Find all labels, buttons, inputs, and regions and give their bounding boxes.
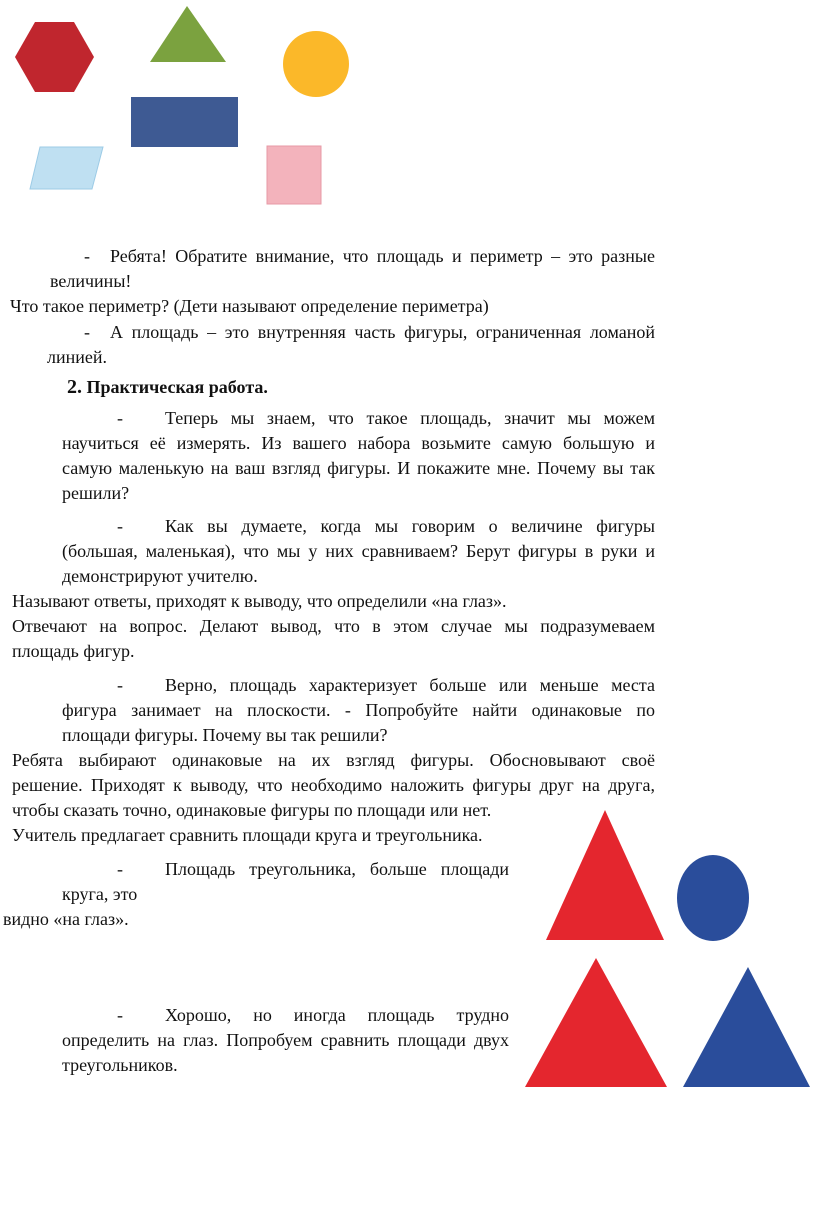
p4-line3: самую маленькую на ваш взгляд фигуры. И покажите мне. Почему вы так [62, 458, 655, 478]
p12-line3: треугольников. [62, 1055, 178, 1075]
hexagon-shape [15, 22, 94, 92]
p4-line4: решили? [62, 483, 130, 503]
dash-1: - [84, 246, 90, 266]
circle-shape [283, 31, 349, 97]
dash-4: - [117, 408, 123, 428]
square-shape [267, 146, 321, 204]
dash-3: - [84, 322, 90, 342]
p8-line1: Верно, площадь характеризует больше или меньше места [165, 675, 655, 695]
p9-line2: решение. Приходят к выводу, что необходимо наложить фигуры друг на друга, [12, 775, 655, 795]
triangle-shape [150, 6, 226, 62]
p11-line1: Площадь треугольника, больше площади [165, 859, 509, 879]
p3-line2: линией. [47, 347, 108, 367]
p3-line1: А площадь – это внутренняя часть фигуры, ограниченная ломаной [110, 322, 655, 342]
p11-line3: видно «на глаз». [3, 909, 129, 929]
p12-line1: Хорошо, но иногда площадь трудно [165, 1005, 509, 1025]
p9-line3: чтобы сказать точно, одинаковые фигуры по площади или нет. [12, 800, 492, 820]
p4-line2: научиться её измерять. Из вашего набора возьмите самую большую и [62, 433, 655, 453]
p12-line2: определить на глаз. Попробуем сравнить площади двух [62, 1030, 509, 1050]
p11-line2: круга, это [62, 884, 138, 904]
p5-line3: демонстрируют учителю. [62, 566, 258, 586]
red-triangle-shape [546, 810, 664, 940]
p9-line1: Ребята выбирают одинаковые на их взгляд фигуры. Обосновывают своё [12, 750, 655, 770]
p7-line2: площадь фигур. [12, 641, 135, 661]
rectangle-shape [131, 97, 238, 147]
dash-5: - [117, 516, 123, 536]
dash-12: - [117, 1005, 123, 1025]
section-heading [67, 375, 268, 400]
red-triangle-2-shape [525, 958, 667, 1087]
dash-11: - [117, 859, 123, 879]
blue-circle-shape [677, 855, 749, 941]
p5-line1: Как вы думаете, когда мы говорим о величине фигуры [165, 516, 655, 536]
blue-triangle-shape [683, 967, 810, 1087]
p8-line2: фигура занимает на плоскости. - Попробуйте найти одинаковые по [62, 700, 655, 720]
p2: Что такое периметр? (Дети называют определение периметра) [10, 296, 489, 316]
p1-line1: Ребята! Обратите внимание, что площадь и периметр – это разные [110, 246, 655, 266]
p10: Учитель предлагает сравнить площади круга и треугольника. [12, 825, 483, 845]
p8-line3: площади фигуры. Почему вы так решили? [62, 725, 388, 745]
heading-title: Практическая работа. [86, 377, 268, 397]
top-shapes [0, 0, 816, 220]
p5-line2: (большая, маленькая), что мы у них сравниваем? Берут фигуры в руки и [62, 541, 655, 561]
heading-number: 2. [67, 376, 82, 398]
p6: Называют ответы, приходят к выводу, что определили «на глаз». [12, 591, 507, 611]
p7-line1: Отвечают на вопрос. Делают вывод, что в этом случае мы подразумеваем [12, 616, 655, 636]
dash-8: - [117, 675, 123, 695]
p4-line1: Теперь мы знаем, что такое площадь, значит мы можем [165, 408, 655, 428]
parallelogram-shape [30, 147, 103, 189]
p1-line2: величины! [50, 271, 132, 291]
